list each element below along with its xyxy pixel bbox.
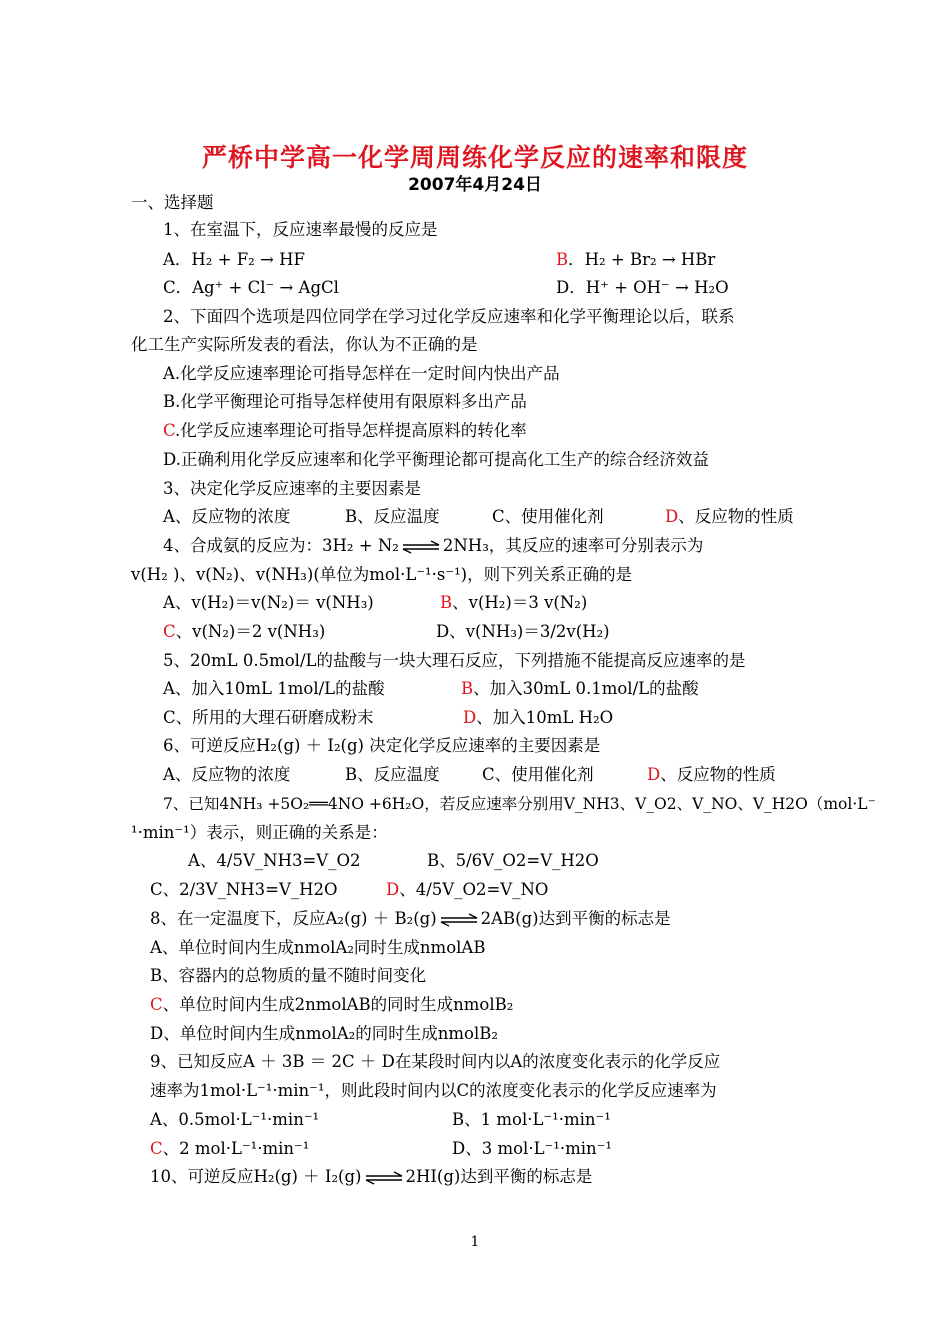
- q5-option-b: B、加入30mL 0.1mol/L的盐酸: [461, 679, 699, 698]
- answer-mark: B: [461, 679, 474, 698]
- answer-mark: D: [665, 507, 679, 526]
- q6-option-b: B、反应温度: [345, 765, 440, 784]
- q8-option-b: B、容器内的总物质的量不随时间变化: [150, 966, 427, 985]
- q2-stem-line1: 2、下面四个选项是四位同学在学习过化学反应速率和化学平衡理论以后，联系: [163, 307, 735, 326]
- equilibrium-arrow-icon: [401, 540, 441, 554]
- q2-stem-line2: 化工生产实际所发表的看法，你认为不正确的是: [131, 335, 478, 354]
- q2-option-b: B.化学平衡理论可指导怎样使用有限原料多出产品: [163, 392, 527, 411]
- q8-option-d: D、单位时间内生成nmolA₂的同时生成nmolB₂: [150, 1024, 498, 1043]
- q5-option-a: A、加入10mL 1mol/L的盐酸: [163, 679, 385, 698]
- q1-option-b: B．H₂ + Br₂ → HBr: [556, 250, 716, 269]
- q7-stem-line2: ¹·min⁻¹）表示，则正确的关系是：: [131, 823, 388, 842]
- q2-option-c: C.化学反应速率理论可指导怎样提高原料的转化率: [163, 421, 527, 440]
- answer-mark: B: [556, 250, 569, 269]
- q7-option-b: B、5/6V_O2=V_H2O: [427, 851, 599, 870]
- q4-option-d: D、v(NH₃)＝3/2v(H₂): [436, 622, 610, 641]
- q6-stem: 6、可逆反应H₂(g) ＋ I₂(g) 决定化学反应速率的主要因素是: [163, 736, 601, 755]
- q9-option-b: B、1 mol·L⁻¹·min⁻¹: [452, 1110, 611, 1129]
- page-date: 2007年4月24日: [408, 175, 542, 195]
- q5-stem: 5、20mL 0.5mol/L的盐酸与一块大理石反应，下列措施不能提高反应速率的是: [163, 651, 746, 670]
- equilibrium-arrow-icon: [439, 913, 479, 927]
- q1-option-c: C．Ag⁺ + Cl⁻ → AgCl: [163, 278, 339, 297]
- q1-option-a: A．H₂ + F₂ → HF: [163, 250, 305, 269]
- q2-option-a: A.化学反应速率理论可指导怎样在一定时间内快出产品: [163, 364, 560, 383]
- q1-stem: 1、在室温下，反应速率最慢的反应是: [163, 220, 438, 239]
- q9-option-d: D、3 mol·L⁻¹·min⁻¹: [452, 1139, 612, 1158]
- page-number: 1: [470, 1234, 480, 1250]
- q3-option-d: D、反应物的性质: [665, 507, 794, 526]
- q9-stem-line2: 速率为1mol·L⁻¹·min⁻¹，则此段时间内以C的浓度变化表示的化学反应速率为: [150, 1081, 717, 1100]
- q10-stem: 10、可逆反应H₂(g) ＋ I₂(g) 2HI(g)达到平衡的标志是: [150, 1167, 593, 1186]
- q8-stem: 8、在一定温度下，反应A₂(g) ＋ B₂(g) 2AB(g)达到平衡的标志是: [150, 909, 671, 928]
- q7-option-a: A、4/5V_NH3=V_O2: [188, 851, 361, 870]
- q6-option-a: A、反应物的浓度: [163, 765, 291, 784]
- q9-option-a: A、0.5mol·L⁻¹·min⁻¹: [150, 1110, 320, 1129]
- q3-option-c: C、使用催化剂: [492, 507, 604, 526]
- q9-option-c: C、2 mol·L⁻¹·min⁻¹: [150, 1139, 310, 1158]
- q4-option-c: C、v(N₂)＝2 v(NH₃): [163, 622, 326, 641]
- answer-mark: B: [440, 593, 453, 612]
- q4-option-a: A、v(H₂)＝v(N₂)＝ v(NH₃): [163, 593, 374, 612]
- equilibrium-arrow-icon: [364, 1171, 404, 1185]
- q8-option-c: C、单位时间内生成2nmolAB的同时生成nmolB₂: [150, 995, 514, 1014]
- answer-mark: C: [150, 1139, 163, 1158]
- q5-option-c: C、所用的大理石研磨成粉末: [163, 708, 374, 727]
- q3-stem: 3、决定化学反应速率的主要因素是: [163, 479, 421, 498]
- answer-mark: C: [150, 995, 163, 1014]
- answer-mark: D: [386, 880, 400, 899]
- section-heading: 一、选择题: [131, 193, 214, 212]
- answer-mark: C: [163, 421, 176, 440]
- answer-mark: C: [163, 622, 176, 641]
- q4-stem-line2: v(H₂ )、v(N₂)、v(NH₃)(单位为mol·L⁻¹·s⁻¹)，则下列关系正确的是: [131, 565, 633, 584]
- q6-option-d: D、反应物的性质: [647, 765, 776, 784]
- page-title: 严桥中学高一化学周周练化学反应的速率和限度: [201, 143, 748, 172]
- q4-option-b: B、v(H₂)＝3 v(N₂): [440, 593, 588, 612]
- q7-stem-line1: 7、已知4NH₃ +5O₂══4NO +6H₂O，若反应速率分别用V_NH3、V_O2、V_NO、V_H2O（mol·L⁻: [163, 795, 876, 813]
- q7-option-c: C、2/3V_NH3=V_H2O: [150, 880, 338, 899]
- q7-option-d: D、4/5V_O2=V_NO: [386, 880, 549, 899]
- answer-mark: D: [463, 708, 477, 727]
- q6-option-c: C、使用催化剂: [482, 765, 594, 784]
- q9-stem-line1: 9、已知反应A ＋ 3B ＝ 2C ＋ D在某段时间内以A的浓度变化表示的化学反应: [150, 1052, 721, 1071]
- q3-option-b: B、反应温度: [345, 507, 440, 526]
- q3-option-a: A、反应物的浓度: [163, 507, 291, 526]
- answer-mark: D: [647, 765, 661, 784]
- q8-option-a: A、单位时间内生成nmolA₂同时生成nmolAB: [150, 938, 486, 957]
- q4-stem-line1: 4、合成氨的反应为：3H₂ + N₂ 2NH₃，其反应的速率可分别表示为: [163, 536, 704, 555]
- q5-option-d: D、加入10mL H₂O: [463, 708, 614, 727]
- q1-option-d: D．H⁺ + OH⁻ → H₂O: [556, 278, 729, 297]
- q2-option-d: D.正确利用化学反应速率和化学平衡理论都可提高化工生产的综合经济效益: [163, 450, 709, 469]
